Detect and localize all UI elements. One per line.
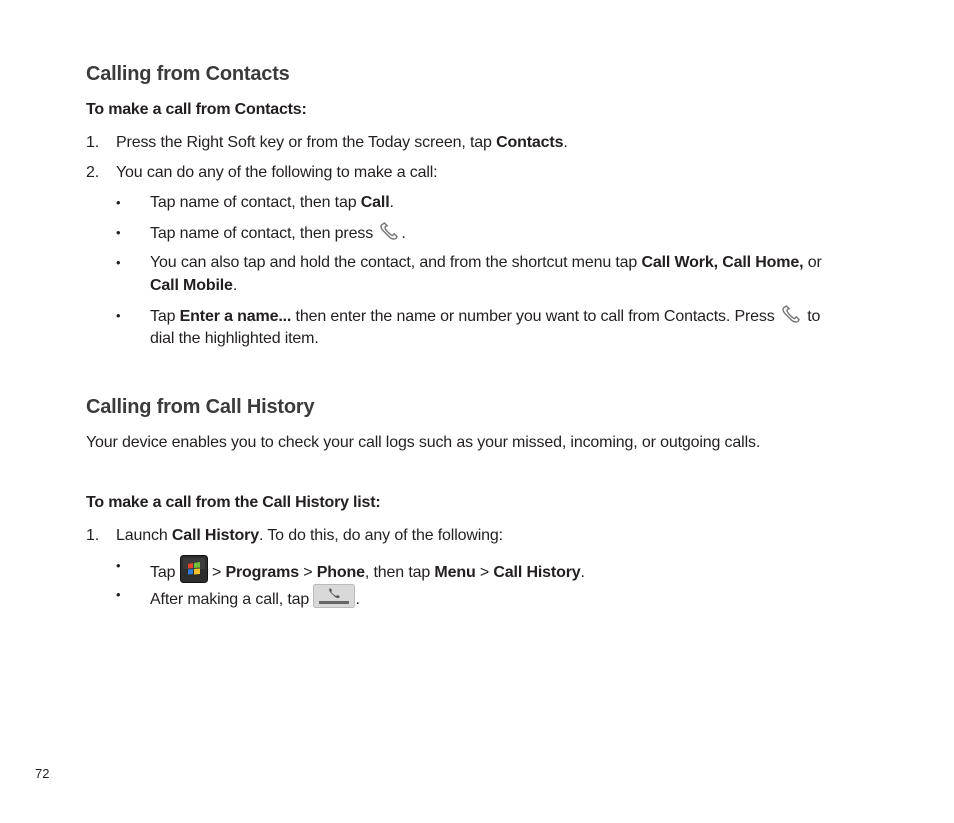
call-history-icon	[313, 584, 355, 615]
bullet-item-continuation: Call Mobile.	[150, 277, 238, 294]
bullet-item: • After making a call, tap .	[86, 584, 360, 615]
bullet-item: • Tap name of contact, then press .	[86, 222, 406, 249]
section-heading-call-history: Calling from Call History	[86, 396, 315, 418]
subheading-call-history: To make a call from the Call History list:	[86, 494, 381, 511]
step-1: 1. Press the Right Soft key or from the Today screen, tap Contacts.	[86, 134, 568, 151]
bullet-item: • Tap > Programs > Phone, then tap Menu > Call History.	[86, 555, 585, 590]
section-heading-contacts: Calling from Contacts	[86, 63, 290, 85]
step-2: 2. You can do any of the following to make a call:	[86, 164, 438, 181]
step-1: 1. Launch Call History. To do this, do any of the following:	[86, 527, 503, 544]
bullet-item: • You can also tap and hold the contact, and from the shortcut menu tap Call Work, Call Home, or	[116, 254, 822, 271]
bullet-item: • Tap Enter a name... then enter the name or number you want to call from Contacts. Press to	[86, 305, 820, 332]
intro-paragraph: Your device enables you to check your call logs such as your missed, incoming, or outgoing calls.	[86, 434, 761, 451]
bullet-item: • Tap name of contact, then tap Call.	[116, 194, 394, 211]
page-number: 72	[35, 766, 50, 781]
subheading-contacts: To make a call from Contacts:	[86, 101, 307, 118]
phone-handset-icon	[377, 222, 401, 249]
phone-handset-icon	[779, 305, 803, 332]
bullet-item-continuation: dial the highlighted item.	[150, 330, 319, 347]
